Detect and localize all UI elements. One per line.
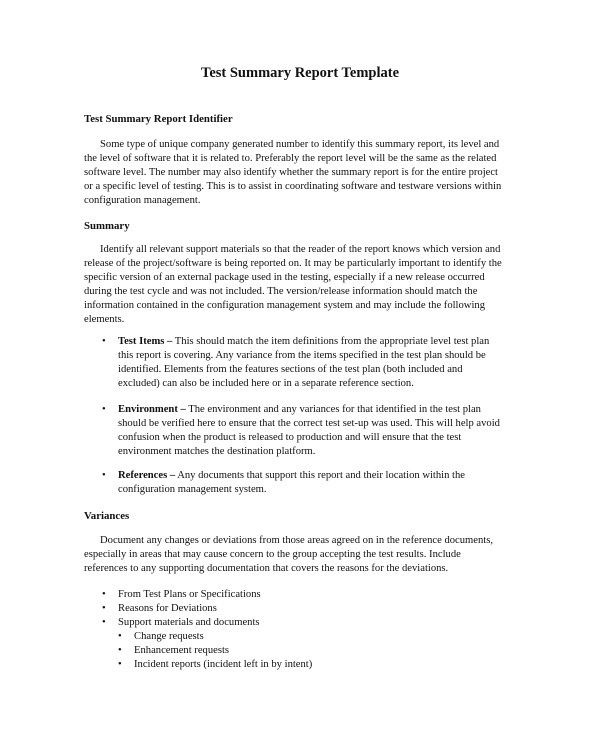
bullet-glyph: • (102, 404, 106, 415)
sublist-item-label: Incident reports (incident left in by intent) (134, 659, 313, 670)
variances-sublist (118, 630, 312, 672)
bullet-glyph: • (118, 631, 122, 642)
bullet-glyph: • (118, 659, 122, 670)
variances-list (102, 588, 261, 630)
bullet-references (102, 469, 502, 497)
bullet-term: Environment – (118, 404, 186, 415)
bullet-term: Test Items – (118, 336, 173, 347)
sublist-item-label: Change requests (134, 631, 204, 642)
bullet-glyph: • (102, 336, 106, 347)
heading-variances: Variances (84, 510, 130, 522)
sublist-item-label: Enhancement requests (134, 645, 230, 656)
list-item-label: Reasons for Deviations (118, 603, 217, 614)
paragraph-summary: Identify all relevant support materials so that the reader of the report knows which version and release of the project/software is being reported on. It may be particularly important to identify the specific version of an external package used in the testing, especially if a new release occurred during the test cycle and was not included. The version/release information should match the information contained in the configuration management system and may include the following elements. (84, 244, 502, 325)
bullet-term: References – (118, 470, 176, 481)
bullet-text: This should match the item definitions from the appropriate level test plan this report is covering. Any variance from the items specified in the test plan should be identified. Elements from the features sections of the test plan (both included and excluded) can also be included here or in a separate reference section. (118, 336, 490, 389)
sublist-item (118, 630, 312, 644)
sublist-item (118, 644, 312, 658)
paragraph-identifier: Some type of unique company generated number to identify this summary report, its level and the level of software that it is related to. Preferably the report level will be the same as the related software level. The number may also identify whether the summary report is for the entire project or a specific level of testing. This is to assist in coordinating software and testware versions within configuration management. (84, 139, 502, 206)
sublist-item (118, 658, 312, 672)
bullet-glyph: • (102, 589, 106, 600)
heading-identifier: Test Summary Report Identifier (84, 113, 233, 125)
list-item (102, 616, 261, 630)
bullet-test-items (102, 335, 502, 391)
list-item (102, 588, 261, 602)
bullet-glyph: • (102, 617, 106, 628)
list-item (102, 602, 261, 616)
bullet-text: The environment and any variances for that identified in the test plan should be verified here to ensure that the correct test set-up was used. This will help avoid confusion when the product is released to production and will ensure that the test environment matches the destination platform. (118, 404, 500, 457)
list-item-label: From Test Plans or Specifications (118, 589, 261, 600)
bullet-glyph: • (102, 603, 106, 614)
paragraph-variances: Document any changes or deviations from those areas agreed on in the reference documents, especially in areas that may cause concern to the group accepting the test results. Include references to any supporting documentation that covers the reasons for the deviations. (84, 535, 493, 574)
bullet-glyph: • (102, 470, 106, 481)
bullet-glyph: • (118, 645, 122, 656)
bullet-environment (102, 403, 502, 459)
bullet-text: Any documents that support this report and their location within the configuration management system. (118, 470, 465, 495)
document-title: Test Summary Report Template (200, 65, 400, 81)
heading-summary: Summary (84, 220, 130, 232)
list-item-label: Support materials and documents (118, 617, 260, 628)
